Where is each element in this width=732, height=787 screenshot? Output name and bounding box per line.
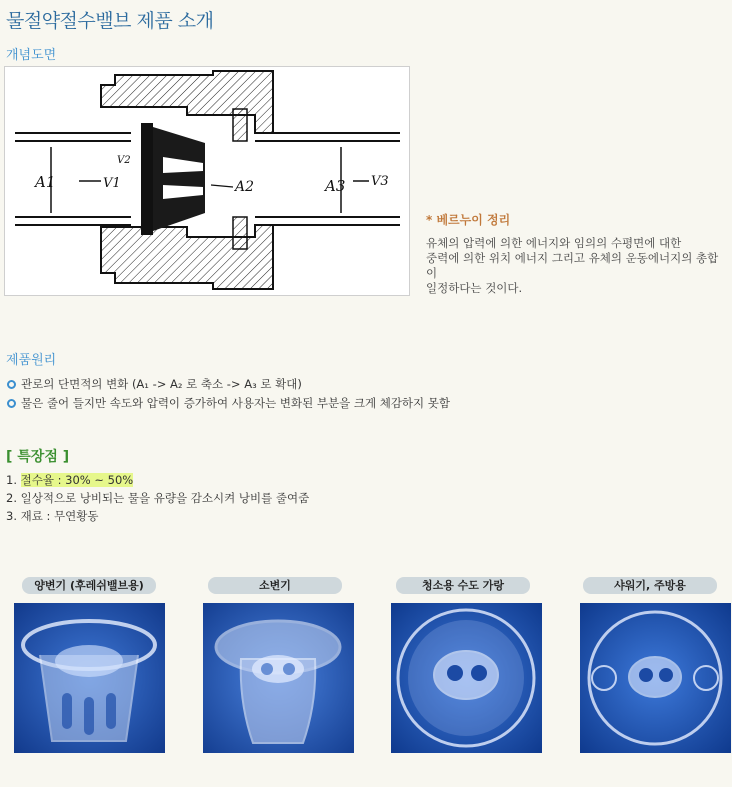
bernoulli-line: 유체의 압력에 의한 에너지와 임의의 수평면에 대한 [426, 236, 682, 250]
product-photo-urinal[interactable] [203, 603, 354, 753]
bernoulli-title: * 베르누이 정리 [426, 213, 511, 227]
features-heading: [ 특장점 ] [6, 449, 70, 465]
page-title: 물절약절수밸브 제품 소개 [6, 10, 214, 32]
label-a3: A3 [325, 177, 346, 195]
product-label-shower: 샤워기, 주방용 [583, 577, 717, 594]
principle-heading: 제품원리 [6, 353, 57, 368]
feature-item [6, 471, 309, 489]
label-v3: V3 [371, 174, 389, 189]
label-v2: V2 [117, 155, 131, 166]
feature-item-prefix: 1. [6, 473, 21, 487]
concept-heading: 개념도면 [6, 48, 57, 63]
bullet-circle-icon [7, 399, 16, 408]
principle-item [6, 394, 450, 413]
feature-item: 2. 일상적으로 낭비되는 물을 유량을 감소시켜 낭비를 줄여줌 [6, 491, 310, 505]
product-label-urinal: 소변기 [208, 577, 342, 594]
product-label-faucet: 청소용 수도 가랑 [396, 577, 530, 594]
bernoulli-line: 일정하다는 것이다. [426, 281, 523, 295]
product-photo-faucet[interactable] [391, 603, 542, 753]
valve-cross-section-drawing [5, 67, 409, 295]
principle-list [6, 375, 450, 413]
principle-item-text: 관로의 단면적의 변화 (A₁ -> A₂ 로 축소 -> A₃ 로 확대) [21, 377, 302, 391]
bernoulli-line: 중력에 의한 위치 에너지 그리고 유체의 운동에너지의 총합이 [426, 251, 719, 280]
label-a1: A1 [35, 173, 56, 191]
product-label-toilet: 양변기 (후레쉬밸브용) [22, 577, 156, 594]
principle-item-text: 물은 줄어 들지만 속도와 압력이 증가하여 사용자는 변화된 부분을 크게 체감하지 못함 [21, 396, 451, 410]
label-v1: V1 [103, 176, 121, 191]
features-list [6, 471, 309, 525]
principle-item [6, 375, 450, 394]
bullet-circle-icon [7, 380, 16, 389]
product-photo-toilet[interactable] [14, 603, 165, 753]
concept-diagram [4, 66, 410, 296]
feature-item: 3. 재료 : 무연황동 [6, 509, 99, 523]
feature-highlight: 절수율 : 30% ~ 50% [20, 473, 134, 487]
product-photo-shower[interactable] [580, 603, 731, 753]
label-a2: A2 [235, 179, 255, 195]
bernoulli-text [426, 236, 726, 296]
